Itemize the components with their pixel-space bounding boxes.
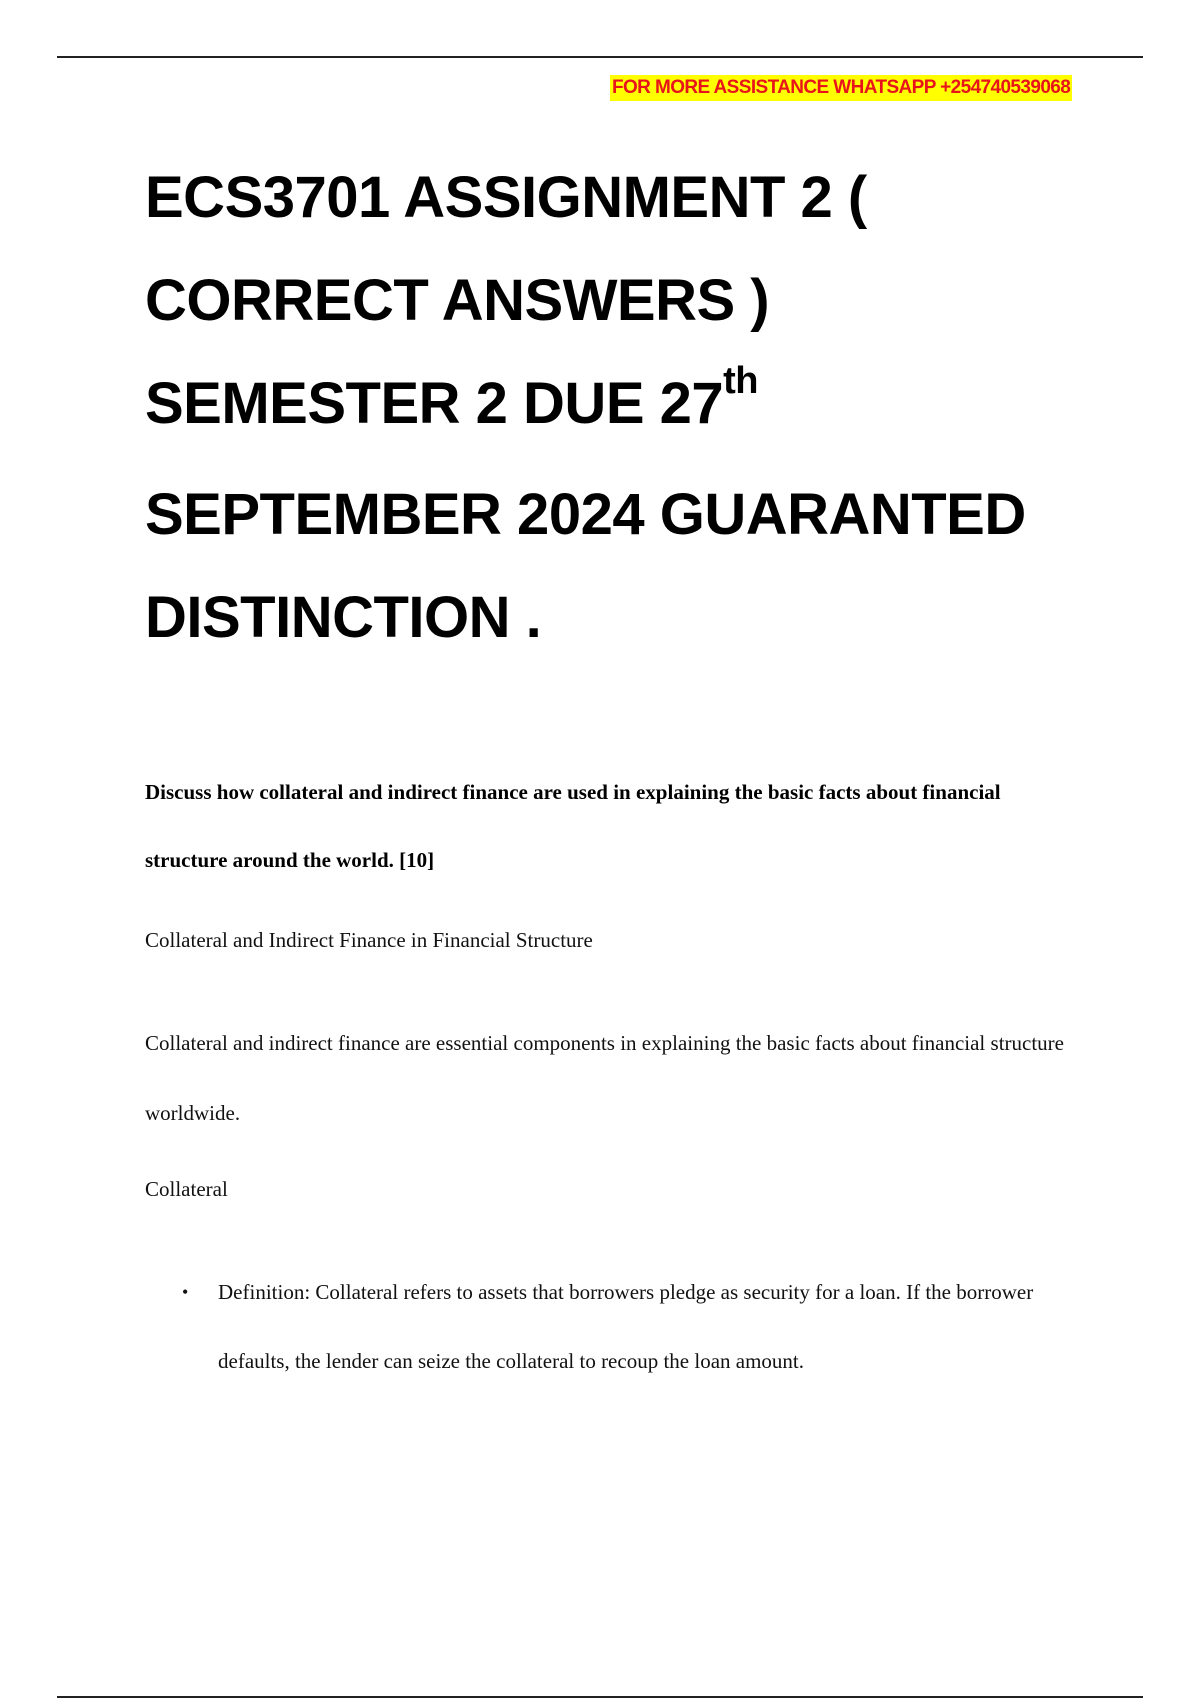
question-text: Discuss how collateral and indirect finance are used in explaining the basic facts about financial structure around the world. [10] — [145, 780, 1001, 872]
document-title — [145, 146, 1155, 669]
title-line: CORRECT ANSWERS ) — [145, 268, 770, 333]
title-line: DISTINCTION . — [145, 585, 542, 650]
collateral-subheading: Collateral — [145, 1177, 228, 1201]
list-item — [180, 1258, 1080, 1396]
section-heading: Collateral and Indirect Finance in Financial Structure — [145, 928, 593, 952]
title-ordinal-suffix: th — [723, 360, 759, 402]
bottom-rule — [57, 1696, 1143, 1698]
top-rule — [57, 56, 1143, 58]
bullet-icon: • — [182, 1282, 189, 1302]
title-line: ECS3701 ASSIGNMENT 2 ( — [145, 165, 867, 230]
bullet-list — [180, 1258, 1080, 1396]
intro-paragraph: Collateral and indirect finance are essential components in explaining the basic facts about financial structure worldwide. — [145, 1031, 1064, 1125]
whatsapp-banner: FOR MORE ASSISTANCE WHATSAPP +254740539068 — [610, 75, 1072, 101]
title-line: SEPTEMBER 2024 GUARANTED — [145, 482, 1026, 547]
title-due-text: SEMESTER 2 DUE 27 — [145, 371, 724, 436]
title-line — [145, 352, 1155, 463]
list-item-text: Definition: Collateral refers to assets that borrowers pledge as security for a loan. If the borrower defaults, the lender can seize the collateral to recoup the loan amount. — [218, 1280, 1034, 1373]
